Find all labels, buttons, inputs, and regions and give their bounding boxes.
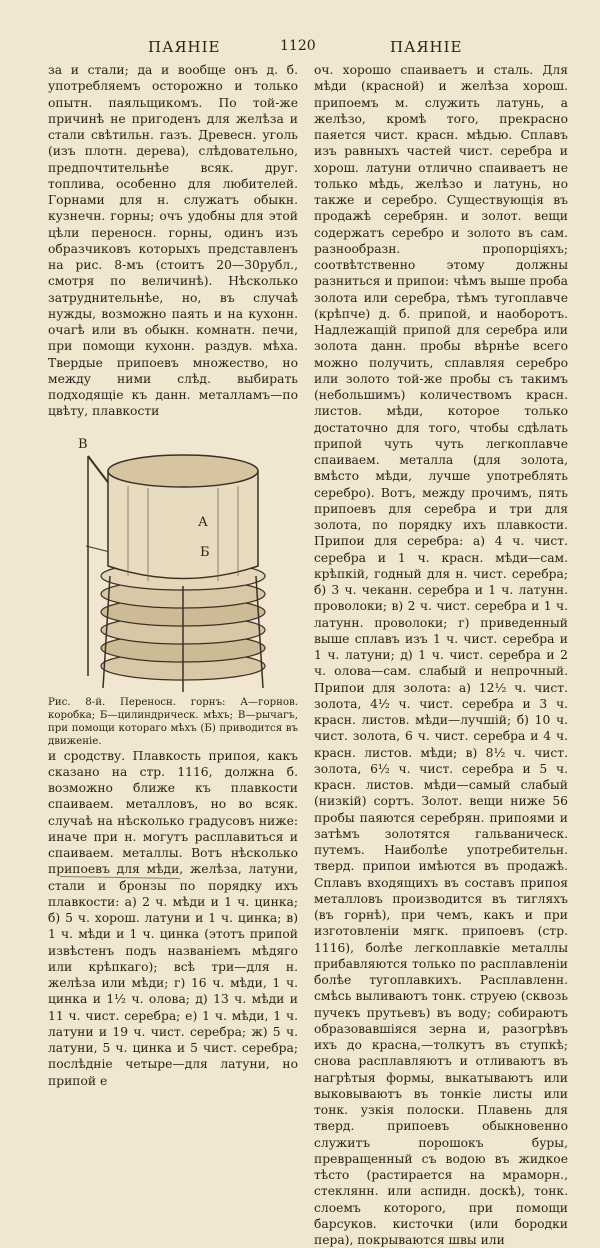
left-column <box>48 62 298 1089</box>
forge-illustration <box>48 426 298 696</box>
running-header <box>60 38 530 58</box>
page-number: 1120 <box>280 38 316 54</box>
left-column-bottom-text: и сродству. Плавкость припоя, какъ сказано на стр. 1116, должна б. возможно ближе къ плавкости спаиваем. металловъ, но во всяк. случаѣ на нѣсколько градусовъ ниже: иначе при н. могутъ расплавиться и спаиваем. металлы. Вотъ нѣсколько припоевъ для мѣди, желѣза, латуни, стали и бронзы по порядку ихъ плавкости: а) 2 ч. мѣди и 1 ч. цинка; б) 5 ч. хорош. латуни и 1 ч. цинка; в) 1 ч. мѣди и 1 ч. цинка (этотъ припой извѣстенъ подъ названіемъ мѣдяго или крѣпкаго); всѣ три—для н. желѣза или мѣди; г) 16 ч. мѣди, 1 ч. цинка и 1½ ч. олова; д) 13 ч. мѣди и 11 ч. чист. серебра; е) 1 ч. мѣди, 1 ч. латуни и 19 ч. чист. серебра; ж) 5 ч. латуни, 5 ч. цинка и 5 чист. серебра; послѣдніе четыре—для латуни, но припой е <box>48 748 298 1088</box>
header-left-title: ПАЯНІЕ <box>148 38 221 56</box>
left-column-top-text: за и стали; да и вообще онъ д. б. употребляемъ осторожно и только опытн. паяльщикомъ. По той-же причинѣ не пригоденъ для желѣза и стали свѣтильн. газъ. Древесн. уголь (изъ плотн. дерева), слѣдовательно, предпочтительнѣе всяк. друг. топлива, особенно для любителей. Горнами для н. служатъ обыкн. кузнечн. горны; очъ удобны для этой цѣли переносн. горны, одинъ изъ образчиковъ которыхъ представленъ на рис. 8-мъ (стоитъ 20—30рубл., смотря по величинѣ). Нѣсколько затруднительнѣе, но, въ случаѣ нужды, возможно паять и на кухонн. очагѣ или въ обыкн. комнатн. печи, при помощи кухонн. раздув. мѣха. Твердые припоевъ множество, но между ними слѣд. выбирать подходящіе къ данн. металламъ—по цвѣту, плавкости <box>48 63 298 419</box>
label-v: В <box>78 436 88 452</box>
figure-caption: Рис. 8-й. Переносн. горнъ: А—горнов. коробка; Б—цилиндрическ. мѣхъ; В—рычагъ, при помощи котораго мѣхъ (Б) приводится въ движеніе. <box>48 696 298 747</box>
forge-box-drawing <box>108 455 258 581</box>
label-b: Б <box>200 544 210 560</box>
figure-portable-forge <box>48 426 298 696</box>
right-column-text: оч. хорошо спаиваетъ и сталь. Для мѣди (красной) и желѣза хорош. припоемъ м. служить латунь, а желѣзо, кромѣ того, прекрасно паяется чист. красн. мѣдью. Сплавъ изъ равныхъ частей чист. серебра и хорош. латуни отлично спаиваетъ не только мѣдь, желѣзо и латунь, но также и серебро. Существующія въ продажѣ серебрян. и золот. вещи содержатъ серебро и золото въ сам. разнообразн. пропорціяхъ; соотвѣтственно этому должны разниться и припои: чѣмъ выше проба золота или серебра, тѣмъ тугоплавче (крѣпче) д. б. припой, и наоборотъ. Надлежащій припой для серебра или золота данн. пробы вѣрнѣе всего можно получить, сплавляя серебро или золото той-же пробы съ такимъ (небольшимъ) количествомъ красн. листов. мѣди, которое только достаточно для того, чтобы сдѣлать припой чуть чуть легкоплавче спаиваем. металла (для золота, вмѣсто мѣди, лучше употреблять серебро). Вотъ, между прочимъ, пять припоевъ для серебра и три для золота, по порядку ихъ плавкости. Припои для серебра: а) 4 ч. чист. серебра и 1 ч. красн. мѣди—сам. крѣпкій, годный для н. чист. серебра; б) 3 ч. чеканн. серебра и 1 ч. латунн. проволоки; в) 2 ч. чист. серебра и 1 ч. латунн. проволоки; г) приведенный выше сплавъ изъ 1 ч. чист. серебра и 1 ч. латуни; д) 1 ч. чист. серебра и 2 ч. олова—сам. слабый и непрочный. Припои для золота: а) 12½ ч. чист. золота, 4½ ч. чист. серебра и 3 ч. красн. листов. мѣди—лучшій; б) 10 ч. чист. золота, 6 ч. чист. серебра и 4 ч. красн. листов. мѣди; в) 8½ ч. чист. золота, 6½ ч. чист. серебра и 5 ч. красн. листов. мѣди—самый слабый (низкій) сортъ. Золот. вещи ниже 56 пробы паяются серебрян. припоями и затѣмъ золотятся гальваническ. путемъ. Наиболѣе употребительн. тверд. припои имѣются въ продажѣ. Сплавъ входящихъ въ составъ припоя металловъ производится въ тигляхъ (въ горнѣ), при чемъ, какъ и при изготовленіи мягк. припоевъ (стр. 1116), болѣе легкоплавкіе металлы прибавляются только по расплавленіи болѣе тугоплавкихъ. Расплавленн. смѣсь выливаютъ тонк. струею (сквозь пучекъ прутьевъ) въ воду; собираютъ образовавшіяся зерна и, разогрѣвъ ихъ до красна,—толкутъ въ ступкѣ; снова расплавляютъ и отливаютъ въ нагрѣтыя формы, выкатываютъ или выковываютъ въ тонкіе листы или тонк. узкія полоски. Плавень для тверд. припоевъ обыкновенно служитъ порошокъ буры, превращенный съ водою въ жидкое тѣсто (растирается на мраморн., стеклянн. или аспидн. доскѣ), тонк. слоемъ которого, при помощи барсуков. кисточки (или бородки пера), покрываются швы или <box>314 63 568 1247</box>
header-right-title: ПАЯНІЕ <box>390 38 463 56</box>
right-column <box>314 62 568 1247</box>
label-a: А <box>198 514 208 530</box>
